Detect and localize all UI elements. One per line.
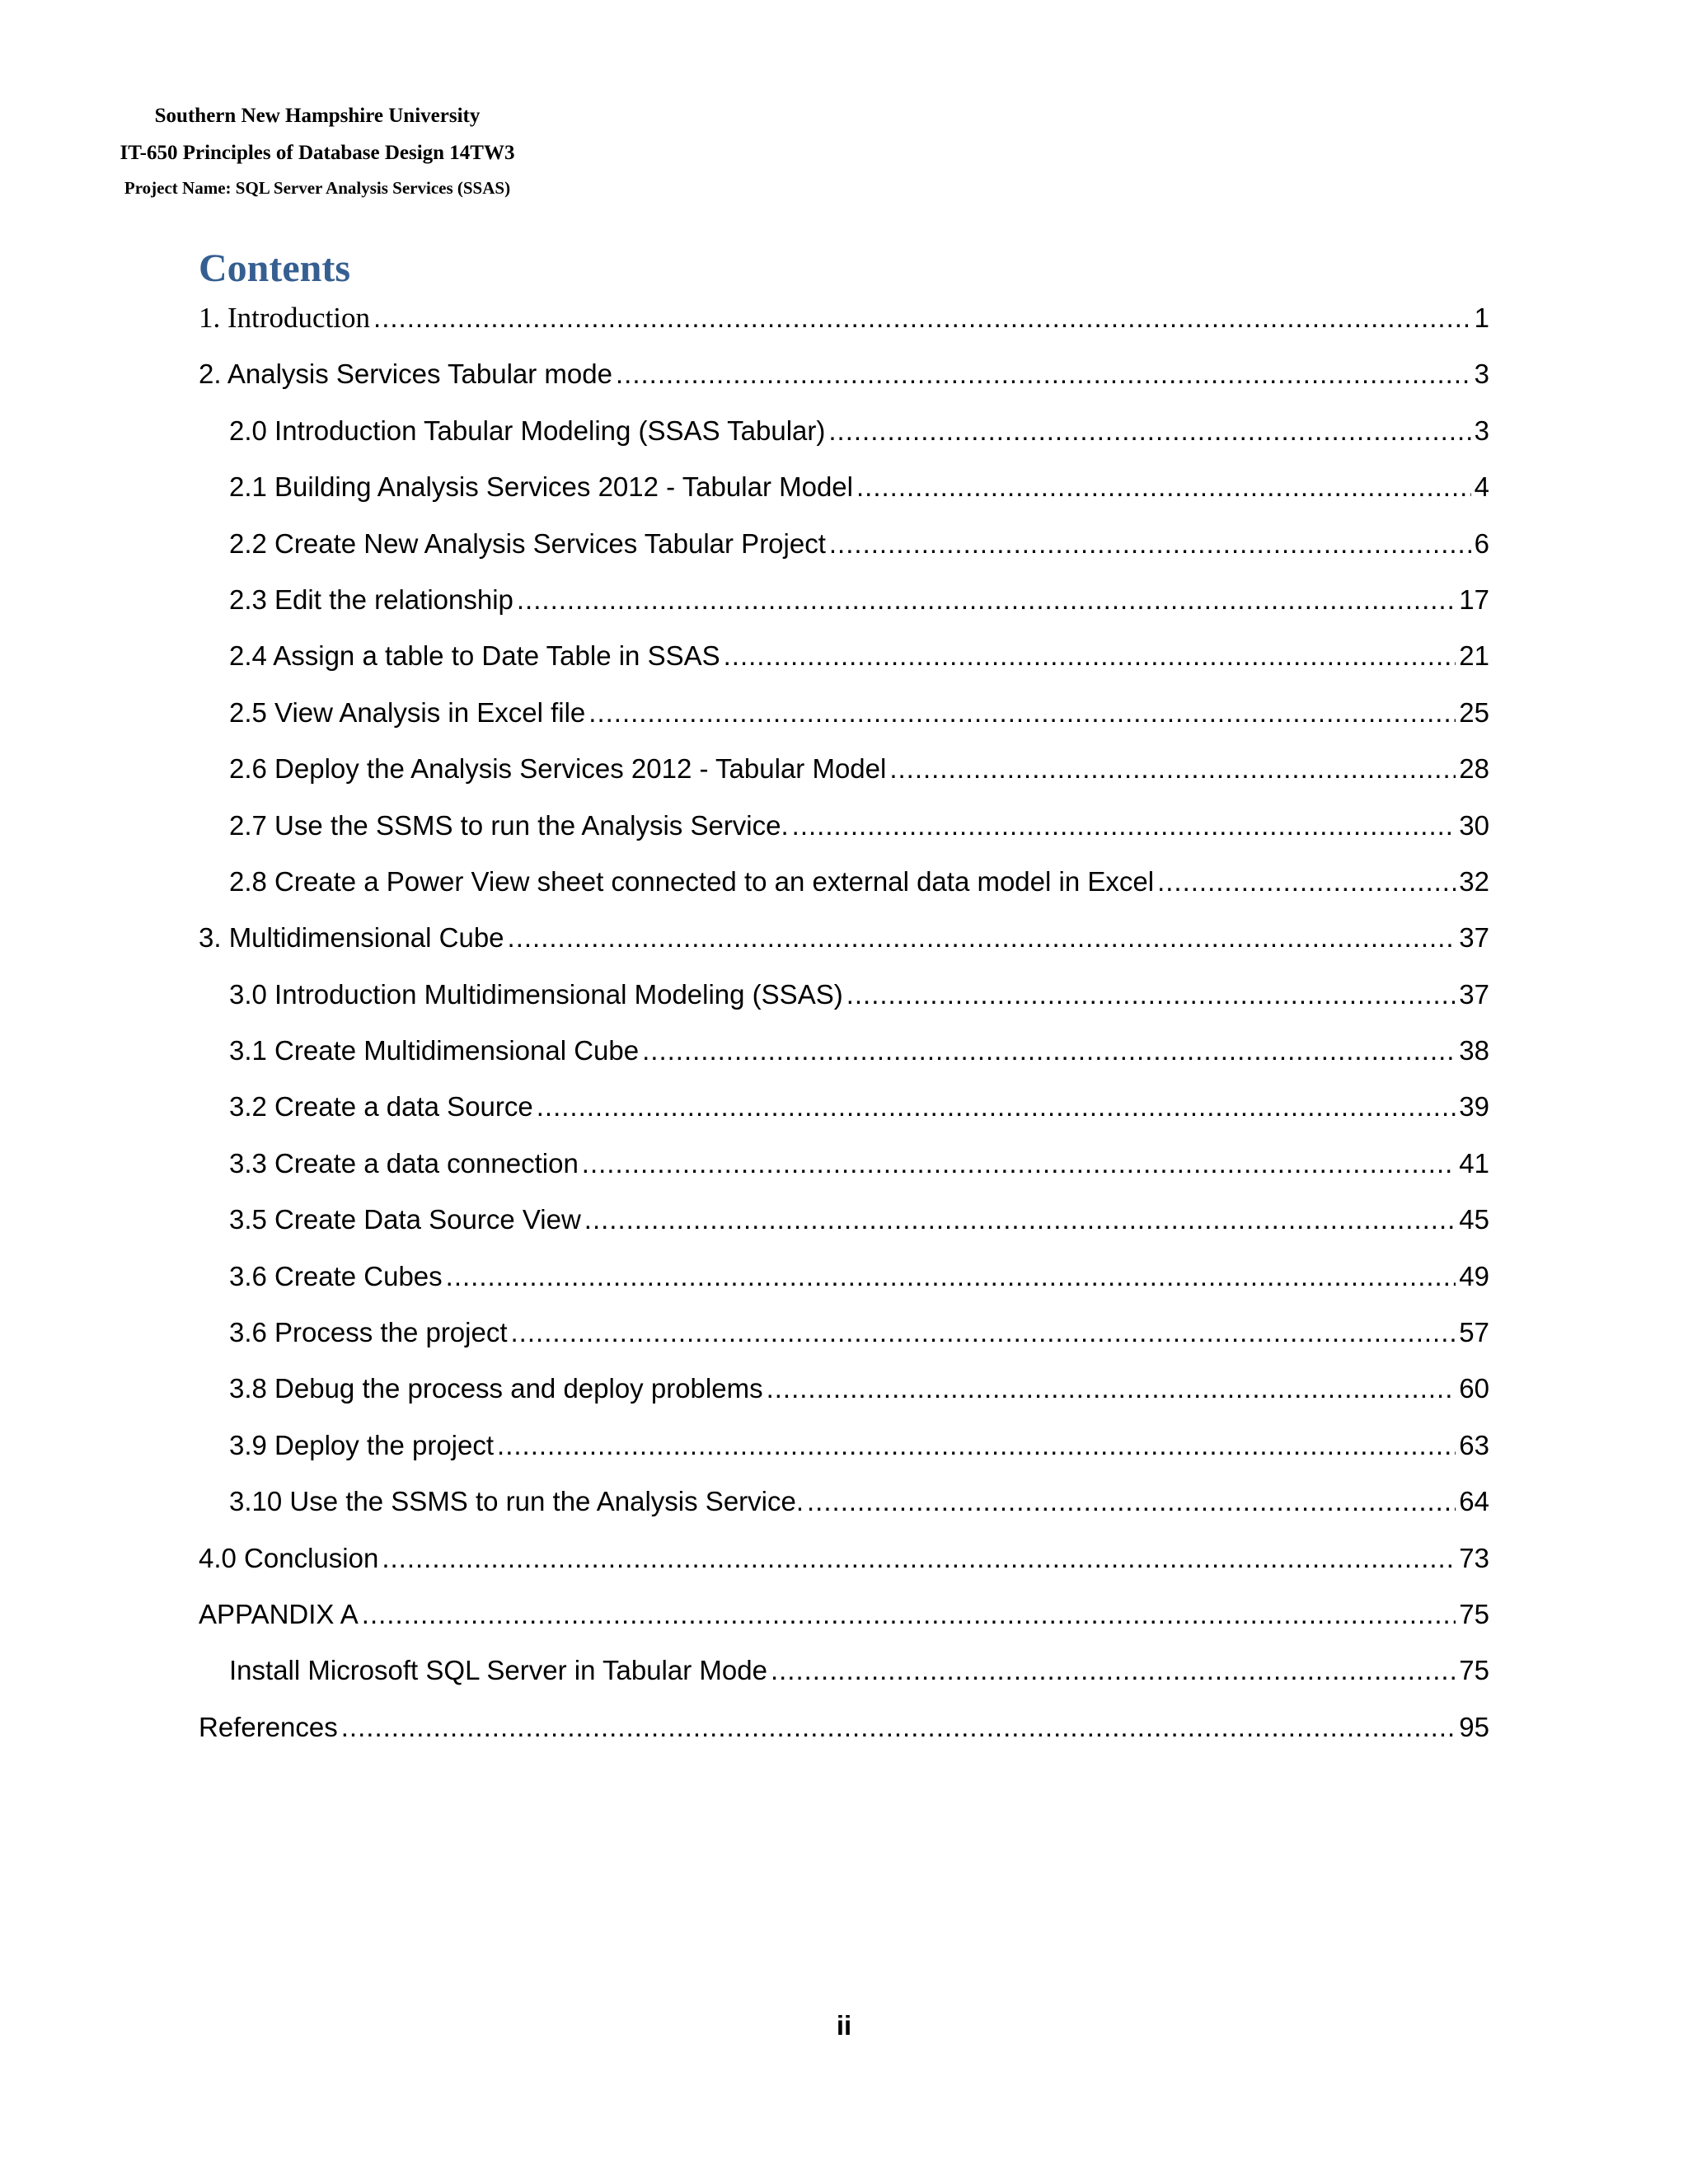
toc-entry-page: 30 [1459,809,1489,841]
toc-entry-text: 2.3 Edit the relationship [229,583,513,615]
toc-entry[interactable] [199,804,1489,860]
toc-entry-page: 1 [1474,302,1489,333]
toc-entry-page: 3 [1474,415,1489,446]
toc-entry-page: 95 [1459,1711,1489,1742]
toc-entry[interactable] [199,1029,1489,1085]
project-name: Project Name: SQL Server Analysis Services (SSAS) [124,178,511,198]
toc-dot-leader [829,523,1471,565]
toc-entry-text: 2. Analysis Services Tabular mode [199,359,612,390]
toc-entry-text: 3.1 Create Multidimensional Cube [229,1035,640,1066]
page-number: ii [836,2010,852,2041]
toc-entry-page: 17 [1459,583,1489,615]
toc-dot-leader [446,1255,1456,1298]
course-name: IT-650 Principles of Database Design 14TW3 [120,142,515,164]
toc-dot-leader [508,916,1456,959]
toc-entry-text: Install Microsoft SQL Server in Tabular Mode [229,1655,767,1686]
toc-entry-page: 75 [1459,1655,1489,1686]
toc-entry[interactable] [199,466,1489,522]
toc-entry-page: 25 [1459,696,1489,728]
toc-entry-text: 3.6 Create Cubes [229,1260,443,1291]
university-name: Southern New Hampshire University [154,105,481,127]
toc-entry[interactable] [199,410,1489,466]
toc-entry-page: 21 [1459,640,1489,672]
toc-entry-page: 32 [1459,865,1489,897]
toc-entry-page: 6 [1474,527,1489,559]
toc-entry[interactable] [199,523,1489,579]
toc-dot-leader [807,1480,1456,1523]
toc-entry-page: 73 [1459,1542,1489,1573]
toc-dot-leader [724,635,1456,677]
toc-entry-text: 2.1 Building Analysis Services 2012 - Tabular Model [229,471,853,503]
toc-entry[interactable] [199,1480,1489,1536]
toc-entry[interactable] [199,1311,1489,1367]
toc-entry[interactable] [199,579,1489,635]
toc-entry-page: 64 [1459,1486,1489,1517]
toc-entry[interactable] [199,1537,1489,1593]
toc-entry-page: 28 [1459,753,1489,785]
toc-entry[interactable] [199,1649,1489,1705]
toc-entry[interactable] [199,1593,1489,1649]
toc-entry-text: 3.0 Introduction Multidimensional Modeling (SSAS) [229,978,843,1010]
toc-entry-page: 45 [1459,1204,1489,1235]
toc-dot-leader [341,1706,1456,1749]
toc-entry-page: 38 [1459,1035,1489,1066]
toc-entry-text: 3.5 Create Data Source View [229,1204,581,1235]
toc-entry-text: 2.5 View Analysis in Excel file [229,696,586,728]
toc-entry[interactable] [199,297,1489,353]
toc-entry-text: References [199,1711,338,1742]
toc-entry-page: 37 [1459,922,1489,954]
toc-dot-leader [373,297,1471,340]
toc-dot-leader [582,1142,1456,1185]
toc-entry-text: 2.6 Deploy the Analysis Services 2012 - Tabular Model [229,753,887,785]
toc-dot-leader [517,579,1456,621]
toc-entry-text: 3.3 Create a data connection [229,1147,579,1179]
toc-entry[interactable] [199,1424,1489,1480]
toc-entry-page: 3 [1474,359,1489,390]
toc-dot-leader [642,1029,1456,1072]
toc-entry-page: 37 [1459,978,1489,1010]
toc-entry[interactable] [199,916,1489,972]
toc-dot-leader [616,353,1471,396]
table-of-contents [199,297,1489,1762]
toc-entry-text: 1. Introduction [199,302,371,334]
toc-dot-leader [792,804,1456,847]
toc-entry-text: 3.10 Use the SSMS to run the Analysis Service. [229,1486,804,1517]
toc-entry-text: 3. Multidimensional Cube [199,922,504,954]
toc-entry-page: 39 [1459,1091,1489,1122]
toc-entry-text: APPANDIX A [199,1598,359,1629]
toc-entry[interactable] [199,1198,1489,1254]
toc-entry-text: 2.8 Create a Power View sheet connected to an external data model in Excel [229,865,1155,897]
toc-entry-text: 2.0 Introduction Tabular Modeling (SSAS Tabular) [229,415,826,446]
toc-entry-text: 2.4 Assign a table to Date Table in SSAS [229,640,720,672]
toc-entry-page: 63 [1459,1429,1489,1460]
toc-dot-leader [511,1311,1456,1354]
toc-entry-text: 3.6 Process the project [229,1317,508,1348]
toc-dot-leader [828,410,1470,452]
toc-dot-leader [856,466,1471,509]
toc-entry-text: 2.7 Use the SSMS to run the Analysis Service. [229,809,789,841]
toc-dot-leader [846,973,1456,1016]
toc-entry-page: 4 [1474,471,1489,503]
toc-entry-page: 75 [1459,1598,1489,1629]
toc-dot-leader [767,1367,1456,1410]
toc-dot-leader [771,1649,1456,1692]
toc-entry-page: 60 [1459,1373,1489,1404]
toc-dot-leader [1157,860,1456,903]
toc-entry[interactable] [199,1255,1489,1311]
toc-entry[interactable] [199,1367,1489,1423]
toc-dot-leader [588,691,1456,734]
toc-entry[interactable] [199,691,1489,748]
document-header [91,97,544,204]
toc-entry[interactable] [199,635,1489,691]
toc-entry[interactable] [199,1706,1489,1762]
toc-entry-text: 3.8 Debug the process and deploy problems [229,1373,763,1404]
toc-entry-page: 41 [1459,1147,1489,1179]
toc-dot-leader [889,748,1456,790]
toc-entry[interactable] [199,860,1489,916]
toc-entry-page: 49 [1459,1260,1489,1291]
toc-entry[interactable] [199,973,1489,1029]
toc-entry-text: 2.2 Create New Analysis Services Tabular Project [229,527,826,559]
toc-dot-leader [537,1085,1456,1128]
toc-entry-text: 4.0 Conclusion [199,1542,379,1573]
toc-dot-leader [497,1424,1456,1467]
toc-entry-text: 3.9 Deploy the project [229,1429,495,1460]
toc-dot-leader [362,1593,1456,1636]
toc-title: Contents [199,246,351,290]
toc-entry-text: 3.2 Create a data Source [229,1091,533,1122]
toc-dot-leader [584,1198,1456,1241]
toc-entry[interactable] [199,1085,1489,1141]
toc-entry[interactable] [199,748,1489,804]
toc-dot-leader [382,1537,1456,1580]
toc-entry[interactable] [199,353,1489,409]
toc-entry[interactable] [199,1142,1489,1198]
toc-entry-page: 57 [1459,1317,1489,1348]
